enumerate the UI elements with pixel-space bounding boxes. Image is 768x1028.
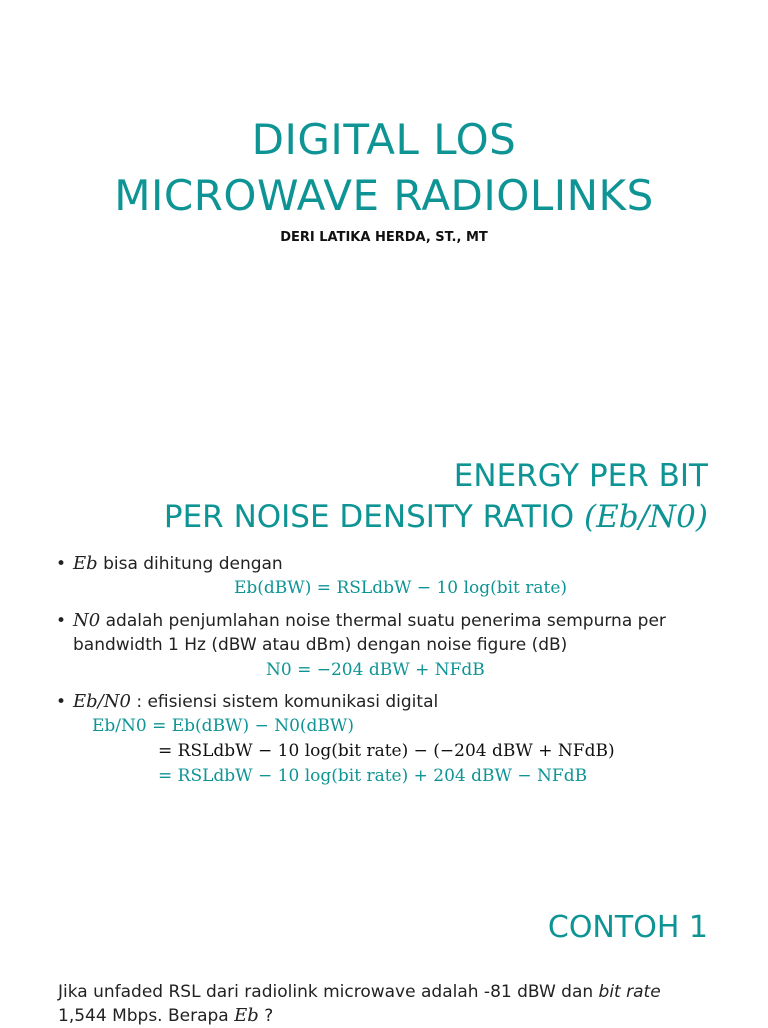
problem-text: Jika unfaded RSL dari radiolink microwave adalah -81 dBW dan bit rate 1,544 Mbps. Berapa Eb ? — [58, 982, 661, 1026]
slide-title: CONTOH 1 — [547, 910, 708, 945]
equation-expanded: = RSLdbW − 10 log(bit rate) − (−204 dBW + NFdB) — [158, 741, 615, 761]
title-line-2: MICROWAVE RADIOLINKS — [114, 171, 654, 220]
example-slide — [0, 840, 768, 1024]
equation-simplified: = RSLdbW − 10 log(bit rate) + 204 dBW − NFdB — [158, 766, 588, 786]
bullet-eb: • Eb bisa dihitung dengan — [56, 553, 283, 574]
title-line-2-text: PER NOISE DENSITY RATIO — [163, 499, 585, 535]
title-slide — [0, 0, 768, 420]
equation-n0: N0 = −204 dBW + NFdB — [266, 660, 485, 680]
bullet-text: bisa dihitung dengan — [97, 554, 283, 574]
symbol-n0: N0 — [73, 610, 101, 631]
symbol-eb: Eb — [234, 1005, 259, 1026]
bullet-n0: • N0 adalah penjumlahan noise thermal suatu penerima sempurna per bandwidth 1 Hz (dBW atau dBm) dengan noise figure (dB) — [56, 610, 666, 655]
symbol-eb: Eb — [73, 553, 98, 574]
title-line-1: ENERGY PER BIT — [453, 458, 708, 494]
equation-ratio: Eb/N0 = Eb(dBW) − N0(dBW) — [92, 716, 355, 736]
energy-per-bit-slide — [0, 420, 768, 840]
presentation-title — [0, 112, 768, 224]
title-line-1: DIGITAL LOS — [251, 115, 517, 164]
symbol-eb-n0: Eb/N0 — [73, 691, 131, 712]
bullet-eb-n0: • Eb/N0 : efisiensi sistem komunikasi digital — [56, 691, 439, 712]
equation-eb: Eb(dBW) = RSLdbW − 10 log(bit rate) — [234, 578, 568, 598]
bullet-text: adalah penjumlahan noise thermal suatu penerima sempurna per bandwidth 1 Hz (dBW atau dBm) dengan noise figure (dB) — [73, 611, 666, 655]
author-name: DERI LATIKA HERDA, ST., MT — [280, 230, 488, 245]
slide-title — [164, 456, 708, 538]
title-math-ratio: (Eb/N0) — [584, 499, 708, 535]
title-line-2 — [164, 497, 708, 538]
bullet-text: : efisiensi sistem komunikasi digital — [130, 692, 439, 712]
